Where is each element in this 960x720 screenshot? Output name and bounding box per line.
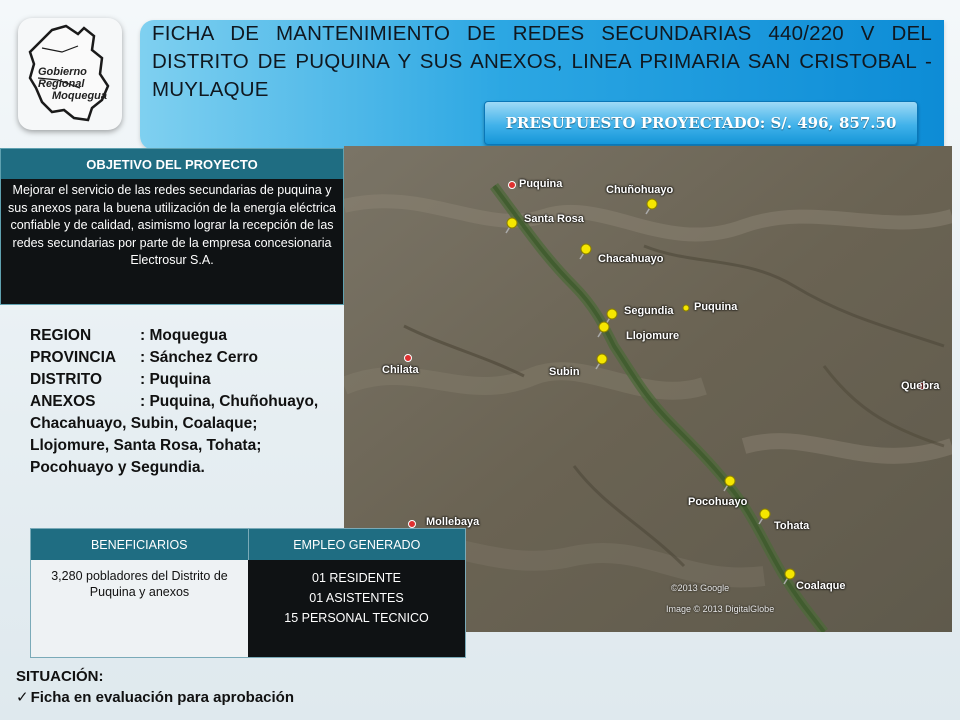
empleo-item: 01 ASISTENTES	[309, 591, 404, 605]
map-label-subin: Subin	[549, 366, 580, 378]
location-info	[30, 325, 325, 479]
map-label-llojomure: Llojomure	[626, 330, 680, 342]
map-label-chunohuayo: Chuñohuayo	[606, 184, 674, 196]
budget-button[interactable]: PRESUPUESTO PROYECTADO: S/. 496, 857.50	[484, 101, 918, 145]
pushpin-llojomure[interactable]	[598, 322, 609, 337]
distrito-value: : Puquina	[140, 371, 211, 388]
objective-heading: OBJETIVO DEL PROYECTO	[1, 149, 343, 179]
town-dot-mollebaya	[409, 521, 416, 528]
map-label-segundia: Segundia	[624, 305, 674, 317]
empleo-item: 01 RESIDENTE	[312, 571, 401, 585]
map-label-chacahuayo: Chacahuayo	[598, 253, 664, 265]
pushpin-pocohuayo[interactable]	[724, 476, 735, 491]
pushpin-subin[interactable]	[596, 354, 607, 369]
pushpin-chacahuayo[interactable]	[580, 244, 591, 259]
checkmark-icon: ✓	[16, 689, 29, 706]
anexos-key: ANEXOS	[30, 393, 96, 410]
empleo-item: 15 PERSONAL TECNICO	[284, 611, 429, 625]
situation-section	[16, 666, 294, 708]
map-label-tohata: Tohata	[774, 520, 810, 532]
map-label-santa-rosa: Santa Rosa	[524, 213, 584, 225]
map-copyright-google: ©2013 Google	[671, 583, 730, 593]
situation-heading: SITUACIÓN:	[16, 668, 104, 685]
beneficiarios-cell: 3,280 pobladores del Distrito de Puquina y anexos	[31, 560, 248, 657]
pushpin-santa-rosa[interactable]	[506, 218, 517, 233]
pushpin-coalaque[interactable]	[784, 569, 795, 584]
situation-item	[16, 687, 294, 708]
pushpin-puquina-east[interactable]	[683, 305, 689, 311]
anexos-value: : Puquina, Chuñohuayo, Chacahuayo, Subin, Coalaque; Llojomure, Santa Rosa, Tohata; Pocohuayo y Segundia.	[30, 393, 319, 476]
map-label-chilata: Chilata	[382, 364, 419, 376]
map-label-pocohuayo: Pocohuayo	[688, 496, 748, 508]
objective-box	[0, 148, 344, 305]
situation-item-text: Ficha en evaluación para aprobación	[30, 689, 294, 706]
map-label-coalaque: Coalaque	[796, 580, 846, 592]
provincia-value: : Sánchez Cerro	[140, 349, 259, 366]
distrito-key: DISTRITO	[30, 371, 103, 388]
pushpin-chunohuayo[interactable]	[646, 199, 657, 214]
pushpin-tohata[interactable]	[759, 509, 770, 524]
provincia-key: PROVINCIA	[30, 349, 117, 366]
region-value: : Moquegua	[140, 327, 227, 344]
table-row	[31, 560, 465, 657]
region-row	[30, 325, 325, 347]
distrito-row	[30, 369, 325, 391]
objective-text: Mejorar el servicio de las redes secundarias de puquina y sus anexos para la buena utilización de la energía eléctrica confiable y de calidad, asimismo lograr la recepción de las redes secundarias por parte de la empresa concesionaria Electrosur S.A.	[1, 179, 343, 304]
map-label-puquina: Puquina	[519, 178, 563, 190]
page-title: FICHA DE MANTENIMIENTO DE REDES SECUNDARIAS 440/220 V DEL DISTRITO DE PUQUINA Y SUS ANEXOS, LINEA PRIMARIA SAN CRISTOBAL - MUYLAQUE	[152, 22, 932, 101]
column-header-beneficiarios: BENEFICIARIOS	[90, 537, 188, 552]
town-dot-chilata	[405, 355, 412, 362]
region-key: REGION	[30, 327, 92, 344]
map-label-puquina-east: Puquina	[694, 301, 738, 313]
logo-text: Gobierno Regional Moquegua	[38, 66, 107, 102]
map-label-mollebaya: Mollebaya	[426, 516, 480, 528]
empleo-cell	[248, 560, 465, 657]
map-label-quebra: Quebra	[901, 380, 940, 392]
logo	[18, 18, 122, 130]
beneficiaries-table	[30, 528, 466, 658]
map-copyright-imagery: Image © 2013 DigitalGlobe	[666, 604, 775, 614]
anexos-row	[30, 391, 325, 479]
pushpin-segundia[interactable]	[606, 309, 617, 324]
town-dot-puquina	[509, 182, 516, 189]
table-header	[31, 529, 465, 560]
column-header-empleo: EMPLEO GENERADO	[248, 529, 466, 560]
provincia-row	[30, 347, 325, 369]
